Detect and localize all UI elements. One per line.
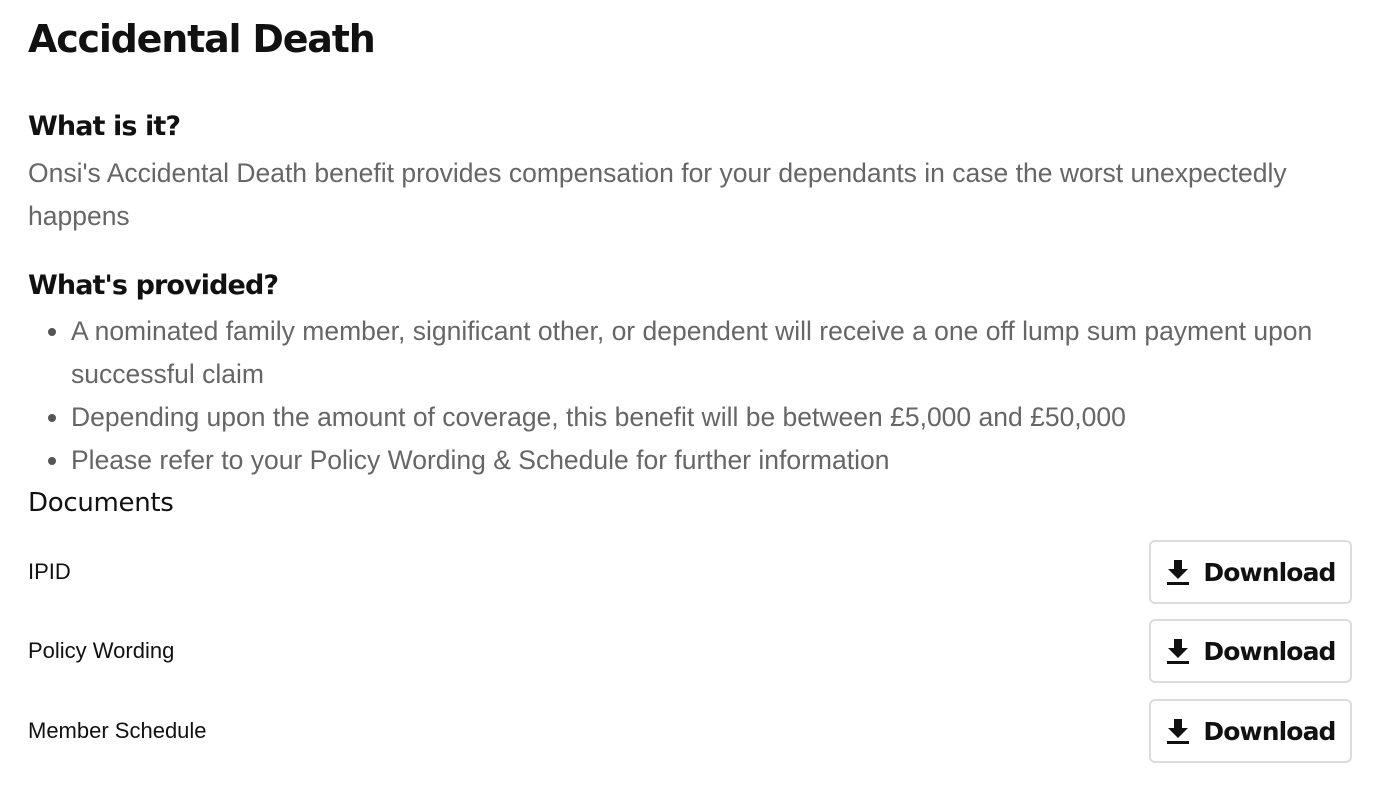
download-icon xyxy=(1165,637,1191,665)
download-member-schedule-button[interactable] xyxy=(1149,699,1352,763)
document-name: Policy Wording xyxy=(28,638,175,663)
download-icon xyxy=(1165,558,1191,586)
download-label: Download xyxy=(1203,716,1336,746)
list-item: • A nominated family member, significant other, or dependent will receive a one off lump sum payment upon successful claim xyxy=(71,310,1361,396)
whats-provided-heading: What's provided? xyxy=(28,270,279,301)
benefit-description: Onsi's Accidental Death benefit provides compensation for your dependants in case the worst unexpectedly happens xyxy=(28,158,1287,231)
download-icon xyxy=(1165,717,1191,745)
list-item: • Please refer to your Policy Wording & Schedule for further information xyxy=(71,439,1361,482)
document-row-ipid xyxy=(28,540,1352,604)
download-ipid-button[interactable] xyxy=(1149,540,1352,604)
download-label: Download xyxy=(1203,557,1336,587)
document-name: IPID xyxy=(28,559,71,584)
list-item: • Depending upon the amount of coverage, this benefit will be between £5,000 and £50,000 xyxy=(71,396,1361,439)
document-row-member-schedule xyxy=(28,699,1352,763)
download-policy-wording-button[interactable] xyxy=(1149,619,1352,683)
provided-list xyxy=(28,310,1361,482)
document-name: Member Schedule xyxy=(28,718,207,743)
download-label: Download xyxy=(1203,636,1336,666)
page-title: Accidental Death xyxy=(28,17,375,61)
documents-heading: Documents xyxy=(28,488,174,518)
what-is-it-heading: What is it? xyxy=(28,111,181,142)
document-row-policy-wording xyxy=(28,619,1352,683)
